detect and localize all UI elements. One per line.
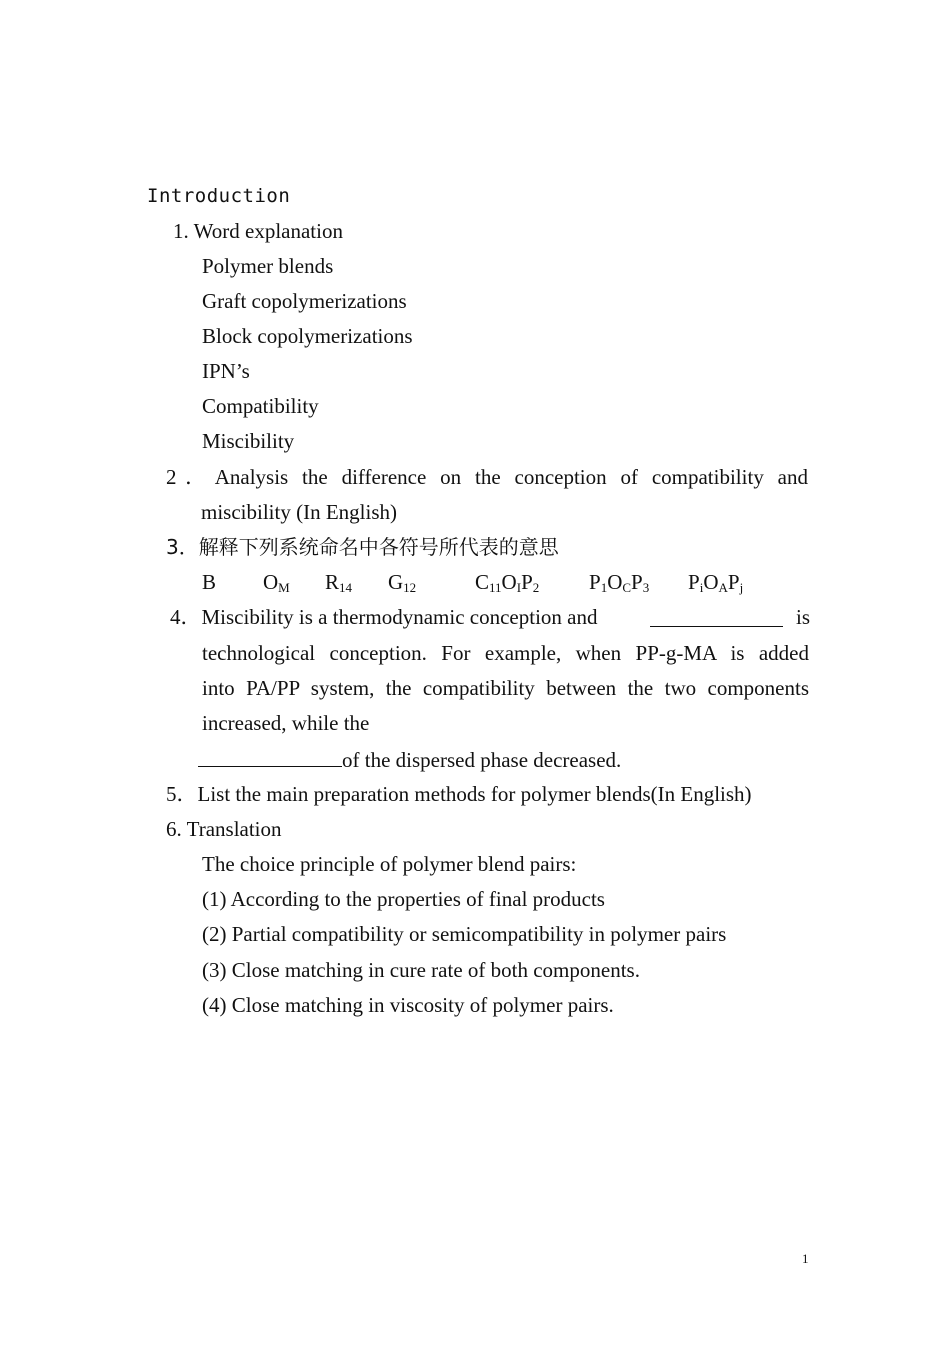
- symbol-c11-oi-p2: $C_{11}O_IP_2$: [475, 570, 540, 595]
- term-block-copolymerizations: Block copolymerizations: [202, 324, 413, 348]
- fill-blank-1: [650, 606, 783, 627]
- question-2-line-1: 2．Analysis the difference on the conception of compatibility and: [166, 465, 808, 489]
- section-heading: Introduction: [147, 185, 291, 207]
- question-4-line-1-end: is: [795, 605, 810, 629]
- term-compatibility: Compatibility: [202, 394, 319, 418]
- question-4-line-5-text: of the dispersed phase decreased.: [342, 748, 622, 772]
- principle-item-2: (2) Partial compatibility or semicompatibility in polymer pairs: [202, 922, 727, 946]
- question-6-intro: The choice principle of polymer blend pairs:: [202, 852, 577, 876]
- term-graft-copolymerizations: Graft copolymerizations: [202, 289, 407, 313]
- term-polymer-blends: Polymer blends: [202, 254, 334, 278]
- question-4-line-1: [170, 604, 810, 630]
- question-3-title: 3．解释下列系统命名中各符号所代表的意思: [166, 535, 559, 559]
- principle-item-4: (4) Close matching in viscosity of polymer pairs.: [202, 993, 614, 1017]
- question-4-line-3: into PA/PP system, the compatibility between the two components: [202, 676, 809, 700]
- principle-item-3: (3) Close matching in cure rate of both components.: [202, 958, 640, 982]
- question-4-line-2: technological conception. For example, when PP-g-MA is added: [202, 641, 809, 665]
- term-ipns: IPN’s: [202, 359, 250, 383]
- question-6-title: 6. Translation: [166, 817, 282, 841]
- symbol-g12: $G_{12}$: [388, 570, 417, 595]
- symbol-b: B: [202, 570, 217, 594]
- symbol-pi-oa-pj: $P_iO_AP_j$: [688, 570, 744, 595]
- symbol-p1-oc-p3: $P_1O_CP_3$: [589, 570, 650, 595]
- page-number: 1: [802, 1251, 809, 1266]
- question-4-line-1-text: 4．Miscibility is a thermodynamic conception and: [170, 605, 598, 629]
- question-2-line-2: miscibility (In English): [201, 500, 397, 524]
- fill-blank-2: [198, 746, 342, 767]
- term-miscibility: Miscibility: [202, 429, 295, 453]
- question-1-title: 1. Word explanation: [173, 219, 343, 243]
- symbol-r14: $R_{14}$: [325, 570, 353, 595]
- question-4-line-4: increased, while the: [202, 711, 370, 735]
- principle-item-1: (1) According to the properties of final products: [202, 887, 605, 911]
- symbol-om: $O_M$: [263, 570, 290, 595]
- question-4-line-5: [198, 746, 621, 773]
- question-5: 5．List the main preparation methods for polymer blends(In English): [166, 782, 752, 806]
